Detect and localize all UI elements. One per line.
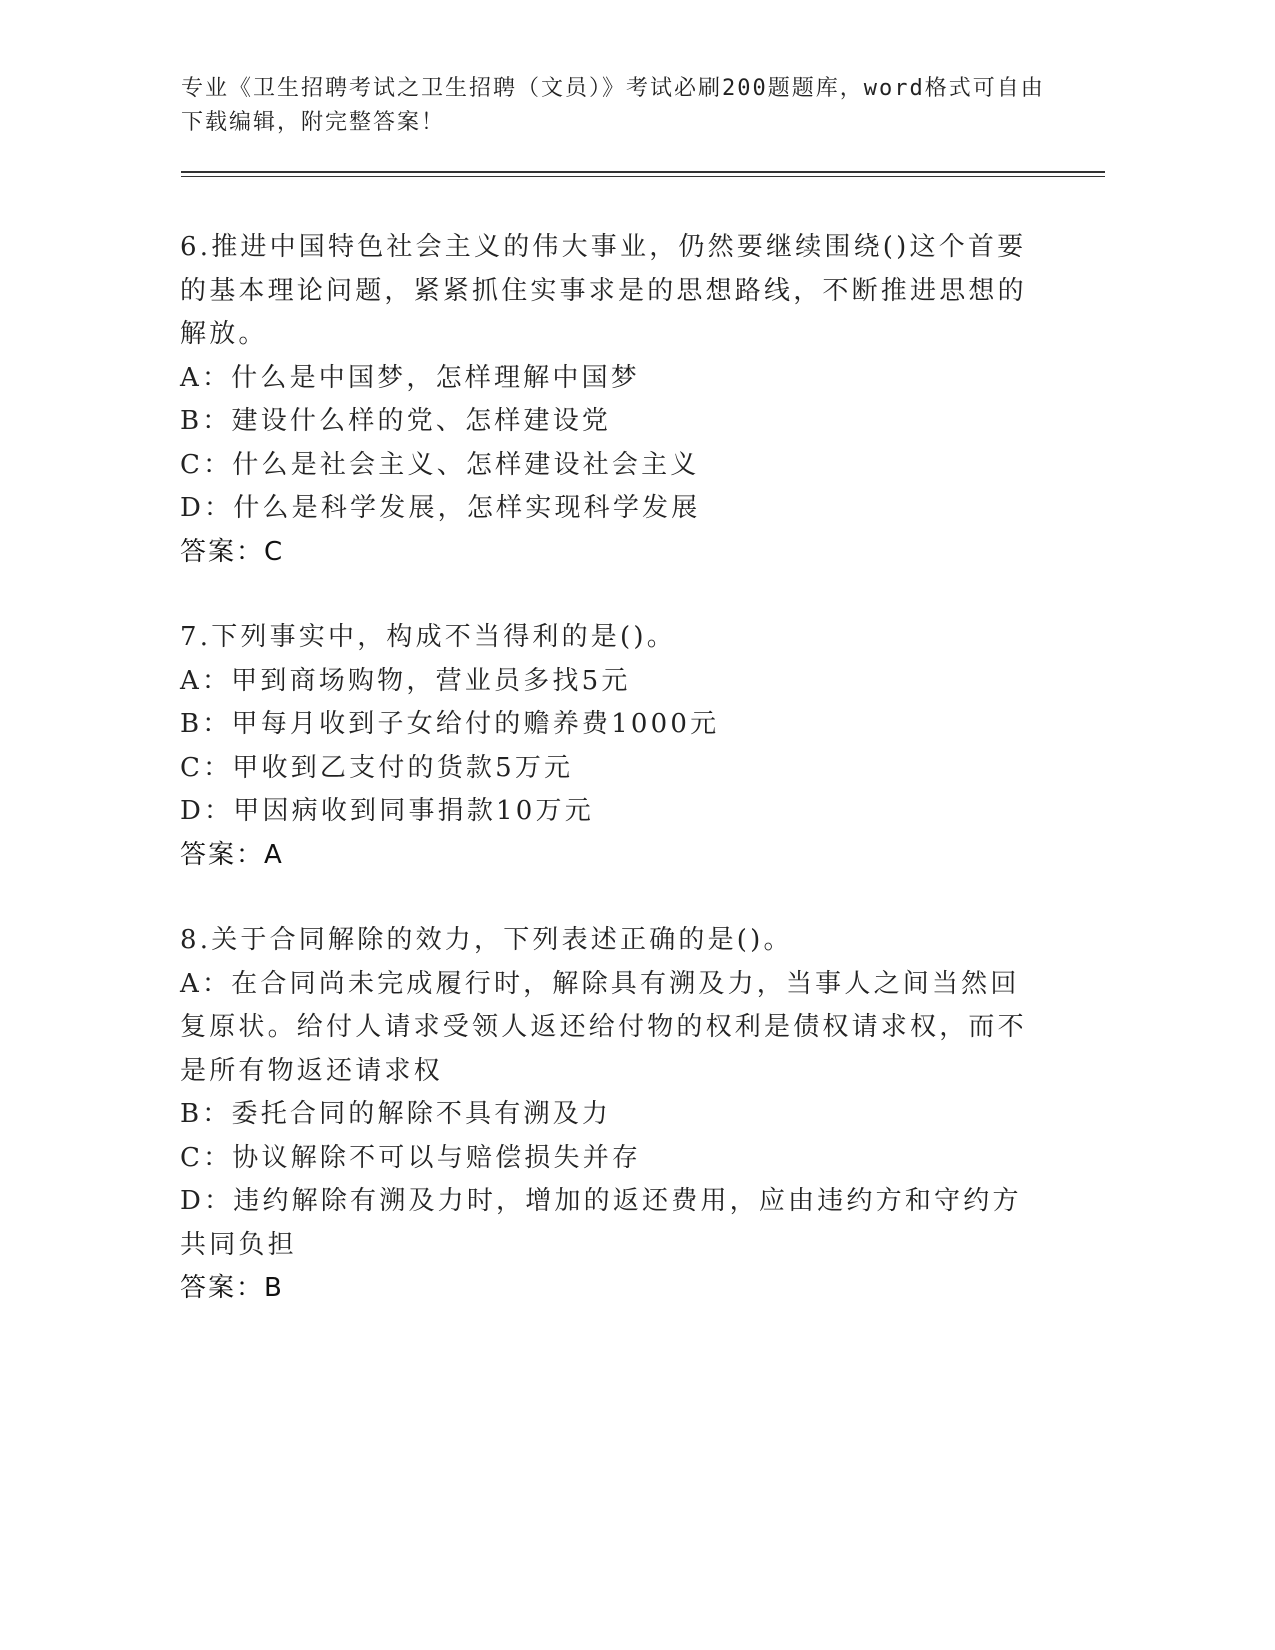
- question-list: [180, 226, 1040, 1353]
- option-d: D：违约解除有溯及力时，增加的返还费用，应由违约方和守约方共同负担: [180, 1186, 1022, 1260]
- question-6: [180, 226, 1040, 574]
- question-7: [180, 616, 1040, 877]
- option-a: A：在合同尚未完成履行时，解除具有溯及力，当事人之间当然回复原状。给付人请求受领人返还给付物的权利是债权请求权，而不是所有物返还请求权: [180, 968, 1027, 1086]
- option-c: C：协议解除不可以与赔偿损失并存: [180, 1142, 642, 1173]
- question-stem: 6.推进中国特色社会主义的伟大事业，仍然要继续围绕()这个首要的基本理论问题，紧紧抓住实事求是的思想路线，不断推进思想的解放。: [180, 232, 1027, 349]
- question-stem: 7.下列事实中，构成不当得利的是()。: [180, 622, 676, 652]
- answer: 答案：A: [180, 839, 284, 870]
- option-b: B：委托合同的解除不具有溯及力: [180, 1099, 612, 1129]
- option-b: B：建设什么样的党、怎样建设党: [180, 406, 612, 436]
- option-c: C：什么是社会主义、怎样建设社会主义: [180, 449, 700, 480]
- option-c: C：甲收到乙支付的货款5万元: [180, 752, 574, 783]
- header-divider: [181, 171, 1105, 173]
- question-stem: 8.关于合同解除的效力，下列表述正确的是()。: [180, 925, 793, 955]
- option-d: D：什么是科学发展，怎样实现科学发展: [180, 493, 701, 523]
- option-a: A：什么是中国梦，怎样理解中国梦: [180, 362, 640, 393]
- answer: 答案：B: [180, 1273, 284, 1303]
- answer: 答案：C: [180, 536, 285, 567]
- option-b: B：甲每月收到子女给付的赡养费1000元: [180, 709, 720, 739]
- header-note: 专业《卫生招聘考试之卫生招聘（文员）》考试必刷200题题库，word格式可自由下载编辑，附完整答案！: [181, 76, 1045, 135]
- option-d: D：甲因病收到同事捐款10万元: [180, 796, 594, 826]
- option-a: A：甲到商场购物，营业员多找5元: [180, 665, 631, 696]
- header-divider-thin: [181, 176, 1105, 177]
- question-8: [180, 919, 1040, 1311]
